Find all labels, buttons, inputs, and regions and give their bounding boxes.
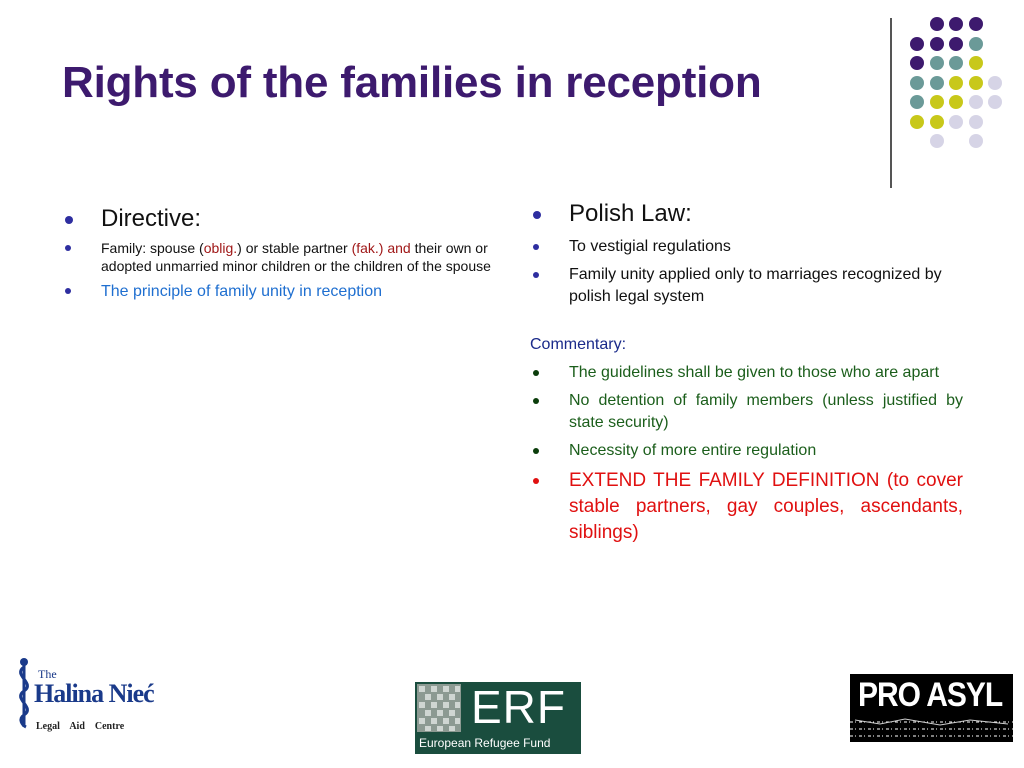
- extend-family-definition: EXTEND THE FAMILY DEFINITION (to cover stable partners, gay couples, ascendants, siblings): [530, 468, 963, 546]
- decor-dot: [969, 37, 983, 51]
- decor-dot: [910, 56, 924, 70]
- decor-dot: [988, 95, 1002, 109]
- decor-dot: [910, 37, 924, 51]
- decor-dot: [910, 76, 924, 90]
- decor-dot: [930, 95, 944, 109]
- decor-dot: [969, 56, 983, 70]
- decor-dot: [949, 115, 963, 129]
- erf-logo: [415, 682, 581, 754]
- decor-dot: [949, 37, 963, 51]
- polish-law-column: [530, 200, 963, 546]
- decor-dot: [930, 115, 944, 129]
- decor-dot: [930, 134, 944, 148]
- decor-dot: [969, 115, 983, 129]
- decor-dot: [949, 76, 963, 90]
- checker-grid-icon: [417, 684, 461, 732]
- principle-of-family-unity: The principle of family unity in reception: [62, 282, 492, 302]
- polish-law-item: Family unity applied only to marriages recognized by polish legal system: [530, 264, 963, 308]
- pro-asyl-text: PRO ASYL: [858, 676, 1003, 714]
- slide-title: Rights of the families in reception: [62, 58, 762, 107]
- decor-dot: [930, 17, 944, 31]
- decor-dot: [910, 95, 924, 109]
- decor-dot: [949, 56, 963, 70]
- decor-dot: [969, 17, 983, 31]
- halina-niec-logo: [10, 655, 170, 735]
- decor-dot: [988, 76, 1002, 90]
- decor-dot: [930, 76, 944, 90]
- decor-dot: [949, 95, 963, 109]
- decor-dot: [969, 76, 983, 90]
- divider-line: [890, 18, 892, 188]
- dot-grid-icon: [900, 12, 1020, 172]
- family-definition: Family: spouse (oblig.) or stable partner (fak.) and their own or adopted unmarried minor children or the children of the spouse: [62, 239, 492, 275]
- commentary-item: Necessity of more entire regulation: [530, 440, 963, 462]
- commentary-item: No detention of family members (unless justified by state security): [530, 390, 963, 434]
- decor-dot: [910, 115, 924, 129]
- decor-dot: [930, 37, 944, 51]
- logo-the-text: The: [38, 667, 57, 681]
- decor-dot: [949, 17, 963, 31]
- logo-halina-niec-text: Halina Nieć: [34, 679, 154, 708]
- commentary-label: Commentary:: [530, 336, 627, 353]
- commentary-item: The guidelines shall be given to those who are apart: [530, 362, 963, 384]
- directive-heading: Directive:: [62, 205, 492, 233]
- decor-dot: [930, 56, 944, 70]
- polish-law-heading: Polish Law:: [530, 200, 963, 228]
- erf-subtitle: European Refugee Fund: [419, 736, 551, 750]
- pro-asyl-logo: [850, 674, 1013, 742]
- decor-dot: [969, 134, 983, 148]
- polish-law-item: To vestigial regulations: [530, 236, 963, 258]
- decor-dot: [969, 95, 983, 109]
- erf-text: ERF: [471, 681, 566, 733]
- scribble-band-icon: [850, 716, 1013, 742]
- logo-legal-aid-text: Legal Aid Centre: [36, 721, 125, 732]
- directive-column: [62, 205, 492, 309]
